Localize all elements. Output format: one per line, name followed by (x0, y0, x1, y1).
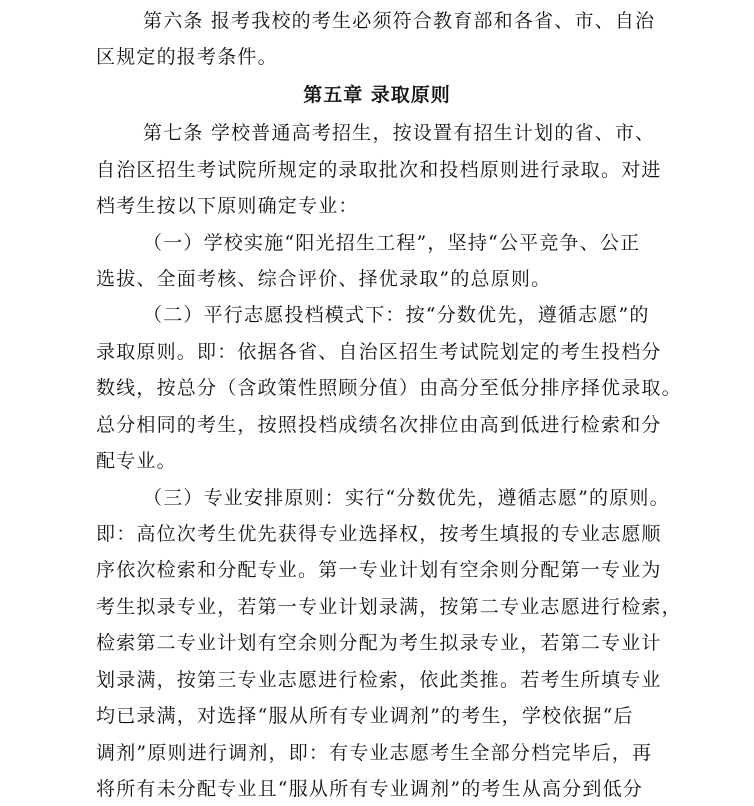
principle-2-line-1: （二）平行志愿投档模式下：按“分数优先，遵循志愿”的 (143, 304, 650, 326)
chapter-heading: 第五章 录取原则 (303, 84, 451, 106)
principle-3-line-1: （三）专业安排原则：实行“分数优先，遵循志愿”的原则。 (143, 487, 670, 509)
principle-2-line-4: 总分相同的考生，按照投档成绩名次排位由高到低进行检索和分 (96, 414, 662, 436)
article-7-line-2: 自治区招生考试院所规定的录取批次和投档原则进行录取。对进 (96, 159, 662, 181)
article-6-line-2: 区规定的报考条件。 (96, 46, 278, 68)
article-7-line-1: 第七条 学校普通高考招生，按设置有招生计划的省、市、 (143, 122, 656, 144)
principle-3-line-3: 序依次检索和分配专业。第一专业计划有空余则分配第一专业为 (96, 559, 662, 581)
principle-2-line-5: 配专业。 (96, 450, 177, 472)
principle-3-line-2: 即：高位次考生优先获得专业选择权，按考生填报的专业志愿顺 (96, 523, 662, 545)
article-7-line-3: 档考生按以下原则确定专业： (96, 195, 359, 217)
principle-1-line-2: 选拔、全面考核、综合评价、择优录取”的总原则。 (96, 268, 552, 290)
principle-3-line-7: 均已录满，对选择“服从所有专业调剂”的考生，学校依据“后 (96, 705, 634, 727)
article-6-line-1: 第六条 报考我校的考生必须符合教育部和各省、市、自治 (143, 10, 656, 32)
principle-3-line-9: 将所有未分配专业且“服从所有专业调剂”的考生从高分到低分 (96, 778, 644, 800)
principle-2-line-3: 数线，按总分（含政策性照顾分值）由高分至低分排序择优录取。 (96, 377, 682, 399)
principle-3-line-5: 检索第二专业计划有空余则分配为考生拟录专业，若第二专业计 (96, 632, 662, 654)
principle-1-line-1: （一）学校实施“阳光招生工程”，坚持“公平竞争、公正 (143, 232, 641, 254)
principle-3-line-4: 考生拟录专业，若第一专业计划录满，按第二专业志愿进行检索， (96, 596, 682, 618)
principle-3-line-6: 划录满，按第三专业志愿进行检索，依此类推。若考生所填专业 (96, 669, 662, 691)
principle-3-line-8: 调剂”原则进行调剂，即：有专业志愿考生全部分档完毕后，再 (96, 742, 653, 764)
principle-2-line-2: 录取原则。即：依据各省、自治区招生考试院划定的考生投档分 (96, 341, 662, 363)
